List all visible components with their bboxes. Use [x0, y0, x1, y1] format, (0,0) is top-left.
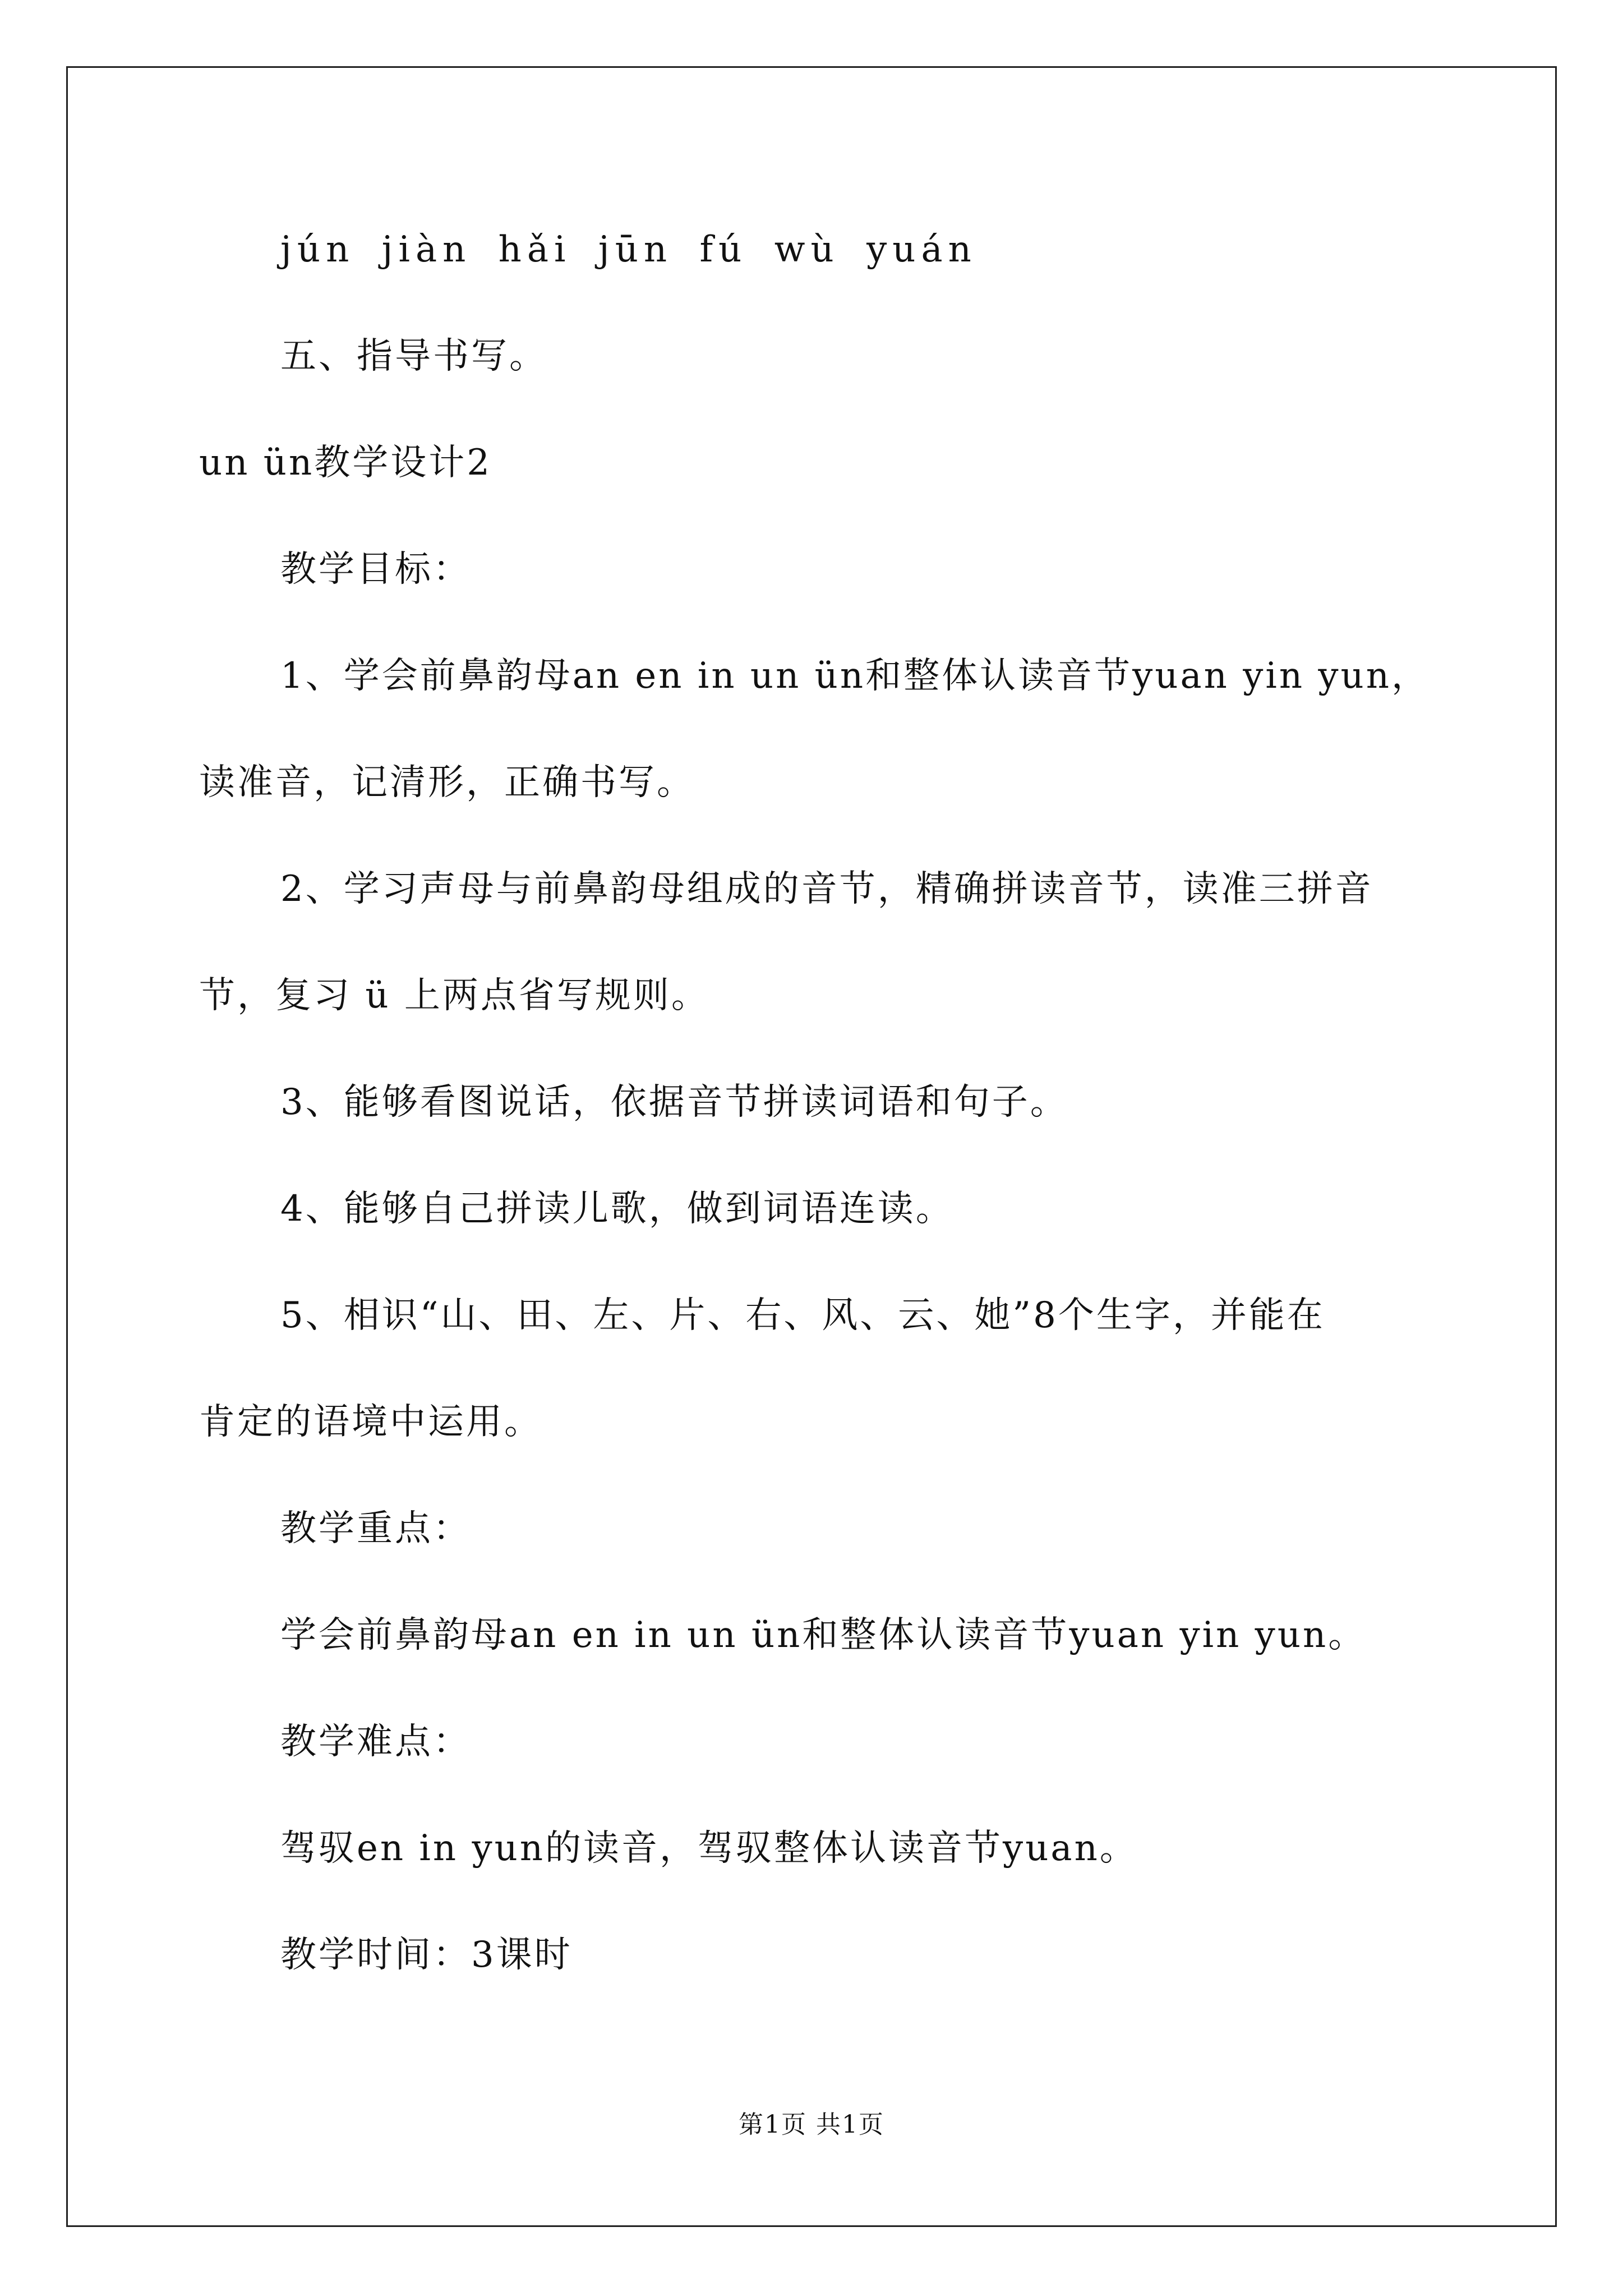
heading-teaching-difficulty: 教学难点：: [280, 1721, 471, 1763]
teaching-difficulty-text: 驾驭en in yun的读音，驾驭整体认读音节yuan。: [280, 1828, 1138, 1869]
goal-1-line-1: 1、学会前鼻韵母an en in un ün和整体认读音节yuan yin yun，: [280, 655, 1430, 697]
document-title: un ün教学设计2: [199, 442, 492, 484]
goal-5-line-1: 5、相识“山、田、左、片、右、风、云、她”8个生字，并能在: [280, 1295, 1325, 1336]
goal-2-line-1: 2、学习声母与前鼻韵母组成的音节，精确拼读音节，读准三拼音: [280, 868, 1373, 910]
teaching-time: 教学时间：3课时: [280, 1934, 573, 1976]
goal-5-line-2: 肯定的语境中运用。: [199, 1401, 542, 1443]
pinyin-line: jún jiàn hǎi jūn fú wù yuán: [280, 229, 977, 270]
page-border: [66, 66, 1557, 2227]
heading-teaching-goals: 教学目标：: [280, 549, 471, 590]
page-footer: 第1页 共1页: [739, 2110, 884, 2139]
heading-teaching-focus: 教学重点：: [280, 1508, 471, 1549]
goal-4: 4、能够自己拼读儿歌，做到词语连读。: [280, 1188, 954, 1230]
section-heading-guide-writing: 五、指导书写。: [280, 335, 547, 377]
goal-1-line-2: 读准音，记清形，正确书写。: [199, 762, 695, 803]
goal-2-line-2: 节，复习 ü 上两点省写规则。: [199, 975, 709, 1016]
teaching-focus-text: 学会前鼻韵母an en in un ün和整体认读音节yuan yin yun。: [280, 1614, 1367, 1656]
goal-3: 3、能够看图说话，依据音节拼读词语和句子。: [280, 1082, 1068, 1123]
